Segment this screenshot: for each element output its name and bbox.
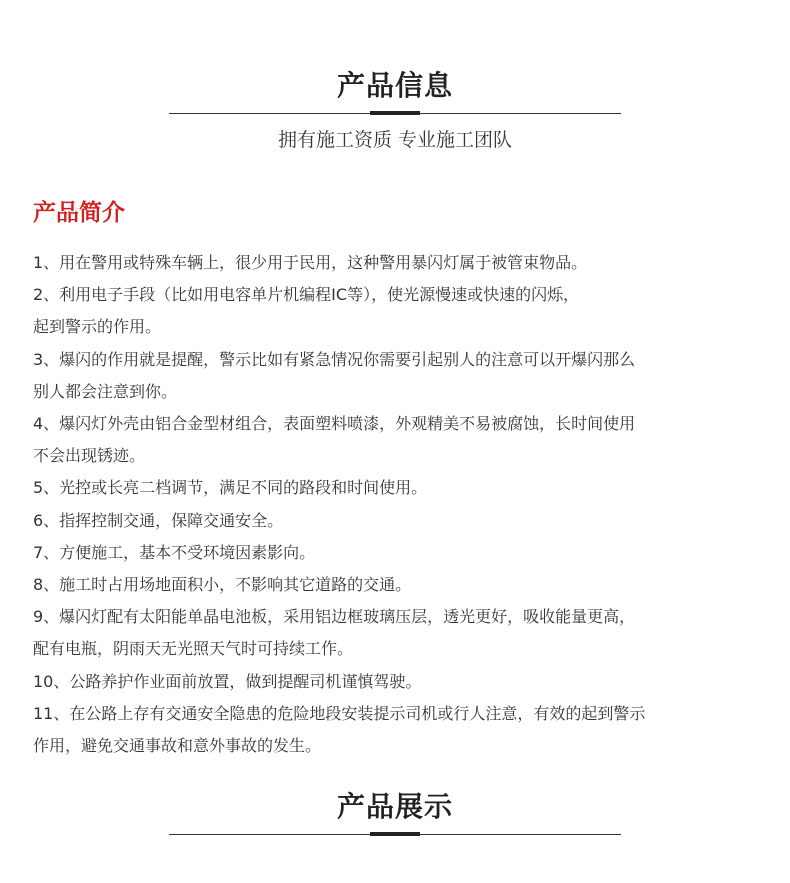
product-info-title: 产品信息 — [336, 69, 453, 102]
intro-list-item: 1、用在警用或特殊车辆上，很少用于民用，这种警用暴闪灯属于被管束物品。 — [33, 253, 588, 272]
intro-list-item: 2、利用电子手段（比如用电容单片机编程IC等），使光源慢速或快速的闪烁， 起到警示的作用。 — [33, 285, 580, 337]
product-info-divider — [169, 111, 621, 115]
product-intro-title: 产品简介 — [33, 200, 125, 226]
product-info-subtitle: 拥有施工资质 专业施工团队 — [277, 129, 513, 151]
product-info-section — [0, 66, 790, 155]
intro-list-item: 5、光控或长亮二档调节，满足不同的路段和时间使用。 — [33, 478, 428, 498]
intro-list-item: 11、在公路上存有交通安全隐患的危险地段安装提示司机或行人注意，有效的起到警示 作用，避免交通事故和意外事故的发生。 — [33, 703, 646, 756]
product-display-section — [0, 787, 790, 836]
intro-list-item: 10、公路养护作业面前放置，做到提醒司机谨慎驾驶。 — [33, 671, 422, 691]
intro-list-item: 8、施工时占用场地面积小，不影响其它道路的交通。 — [33, 575, 412, 595]
product-display-title: 产品展示 — [336, 790, 453, 823]
intro-list-item: 6、指挥控制交通，保障交通安全。 — [33, 510, 284, 530]
product-display-divider — [169, 832, 621, 836]
intro-list-item: 4、爆闪灯外壳由铝合金型材组合，表面塑料喷漆，外观精美不易被腐蚀，长时间使用 不会出现锈迹。 — [33, 414, 636, 466]
intro-list-item: 9、爆闪灯配有太阳能单晶电池板，采用铝边框玻璃压层，透光更好，吸收能量更高， 配有电瓶，阴雨天无光照天气时可持续工作。 — [33, 607, 636, 659]
intro-list-item: 7、方便施工，基本不受环境因素影向。 — [33, 542, 316, 562]
intro-list-item: 3、爆闪的作用就是提醒，警示比如有紧急情况你需要引起别人的注意可以开爆闪那么 别人都会注意到你。 — [33, 349, 636, 401]
divider-accent — [370, 832, 420, 836]
divider-accent — [370, 111, 420, 115]
product-intro-list — [33, 247, 763, 762]
